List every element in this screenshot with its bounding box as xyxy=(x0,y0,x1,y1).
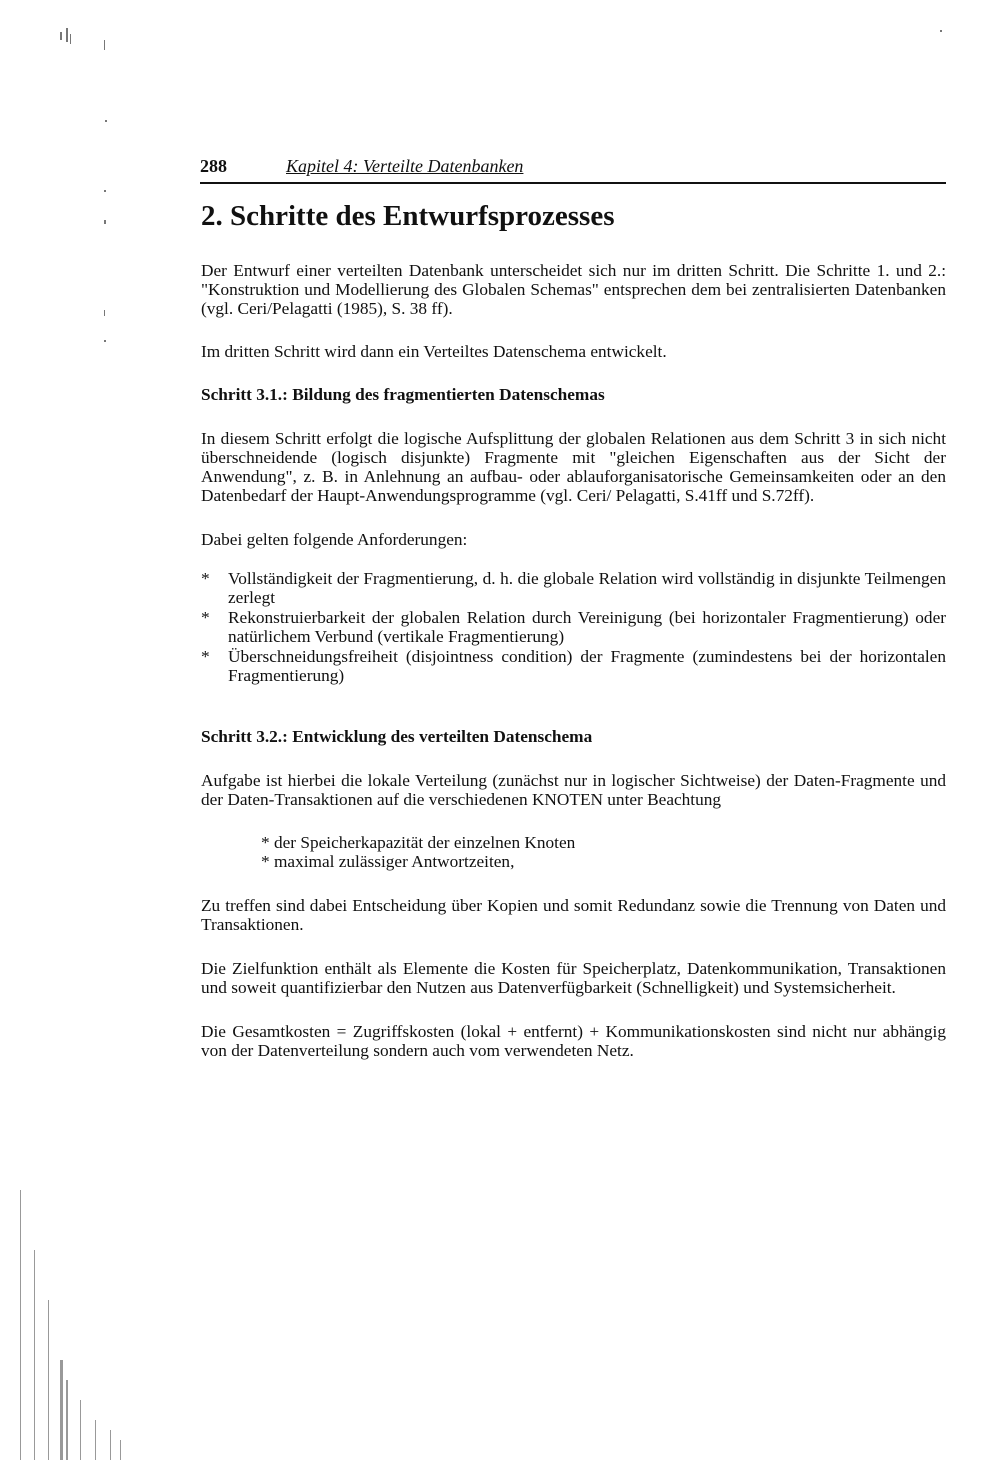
step-32-title: Entwicklung des verteilten Datenschema xyxy=(292,727,593,746)
bullet-asterisk: * xyxy=(201,608,210,627)
bullet-asterisk: * xyxy=(201,569,210,588)
bullet-asterisk: * xyxy=(201,647,210,666)
page-header xyxy=(200,154,946,184)
requirements-intro: Dabei gelten folgende Anforderungen: xyxy=(201,530,468,549)
step-32-number: Schritt 3.2.: xyxy=(201,727,288,746)
running-title: Kapitel 4: Verteilte Datenbanken xyxy=(286,156,524,176)
redundancy-paragraph: Zu treffen sind dabei Entscheidung über Kopien und somit Redundanz sowie die Trennung von Daten und Transaktionen. xyxy=(201,896,946,934)
step-31-heading xyxy=(201,385,946,404)
list-item xyxy=(201,647,946,685)
total-costs-paragraph: Die Gesamtkosten = Zugriffskosten (lokal + entfernt) + Kommunikationskosten sind nicht nur abhängig von der Datenverteilung sondern auch vom verwendeten Netz. xyxy=(201,1022,946,1060)
list-item xyxy=(201,569,946,607)
requirements-list xyxy=(201,569,946,685)
page-content xyxy=(201,196,946,1060)
step-31-number: Schritt 3.1.: xyxy=(201,385,288,404)
requirement-disjointness: Überschneidungsfreiheit (disjointness condition) der Fragmente (zumindestens bei der horizontalen Fragmentierung) xyxy=(228,647,946,685)
consideration-list xyxy=(261,833,946,871)
list-item: * maximal zulässiger Antwortzeiten, xyxy=(261,852,515,871)
requirement-completeness: Vollständigkeit der Fragmentierung, d. h. die globale Relation wird vollständig in disjunkte Teilmengen zerlegt xyxy=(228,569,946,607)
step-31-paragraph: In diesem Schritt erfolgt die logische Aufsplittung der globalen Relationen aus dem Schritt 3 in sich nicht überschneidende (logisch disjunkte) Fragmente mit "gleichen Eigenschaften aus der Sicht der Anwendung", z. B. in Anlehnung an aufbau- oder ablauforganisatorische Gemeinsamkeiten oder an den Datenbedarf der Haupt-Anwendungsprogramme (vgl. Ceri/ Pelagatti, S.41ff und S.72ff). xyxy=(201,429,946,505)
page-number: 288 xyxy=(200,156,227,176)
section-title: 2. Schritte des Entwurfsprozesses xyxy=(201,200,615,232)
third-step-paragraph: Im dritten Schritt wird dann ein Verteiltes Datenschema entwickelt. xyxy=(201,342,667,361)
step-32-paragraph: Aufgabe ist hierbei die lokale Verteilung (zunächst nur in logischer Sichtweise) der Daten-Fragmente und der Daten-Transaktionen auf die verschiedenen KNOTEN unter Beachtung xyxy=(201,771,946,809)
intro-paragraph: Der Entwurf einer verteilten Datenbank unterscheidet sich nur im dritten Schritt. Die Schritte 1. und 2.: "Konstruktion und Modellierung des Globalen Schemas" entsprechen dem bei zentralisierten Datenbanken (vgl. Ceri/Pelagatti (1985), S. 38 ff). xyxy=(201,261,946,318)
list-item xyxy=(201,608,946,646)
requirement-reconstructability: Rekonstruierbarkeit der globalen Relation durch Vereinigung (bei horizontaler Fragmentierung) oder natürlichem Verbund (vertikale Fragmentierung) xyxy=(228,608,946,646)
objective-function-paragraph: Die Zielfunktion enthält als Elemente die Kosten für Speicherplatz, Datenkommunikation, Transaktionen und soweit quantifizierbar den Nutzen aus Datenverfügbarkeit (Schnelligkeit) und Systemsicherheit. xyxy=(201,959,946,997)
list-item: * der Speicherkapazität der einzelnen Knoten xyxy=(261,833,576,852)
step-31-title: Bildung des fragmentierten Datenschemas xyxy=(292,385,605,404)
step-32-heading xyxy=(201,727,946,746)
